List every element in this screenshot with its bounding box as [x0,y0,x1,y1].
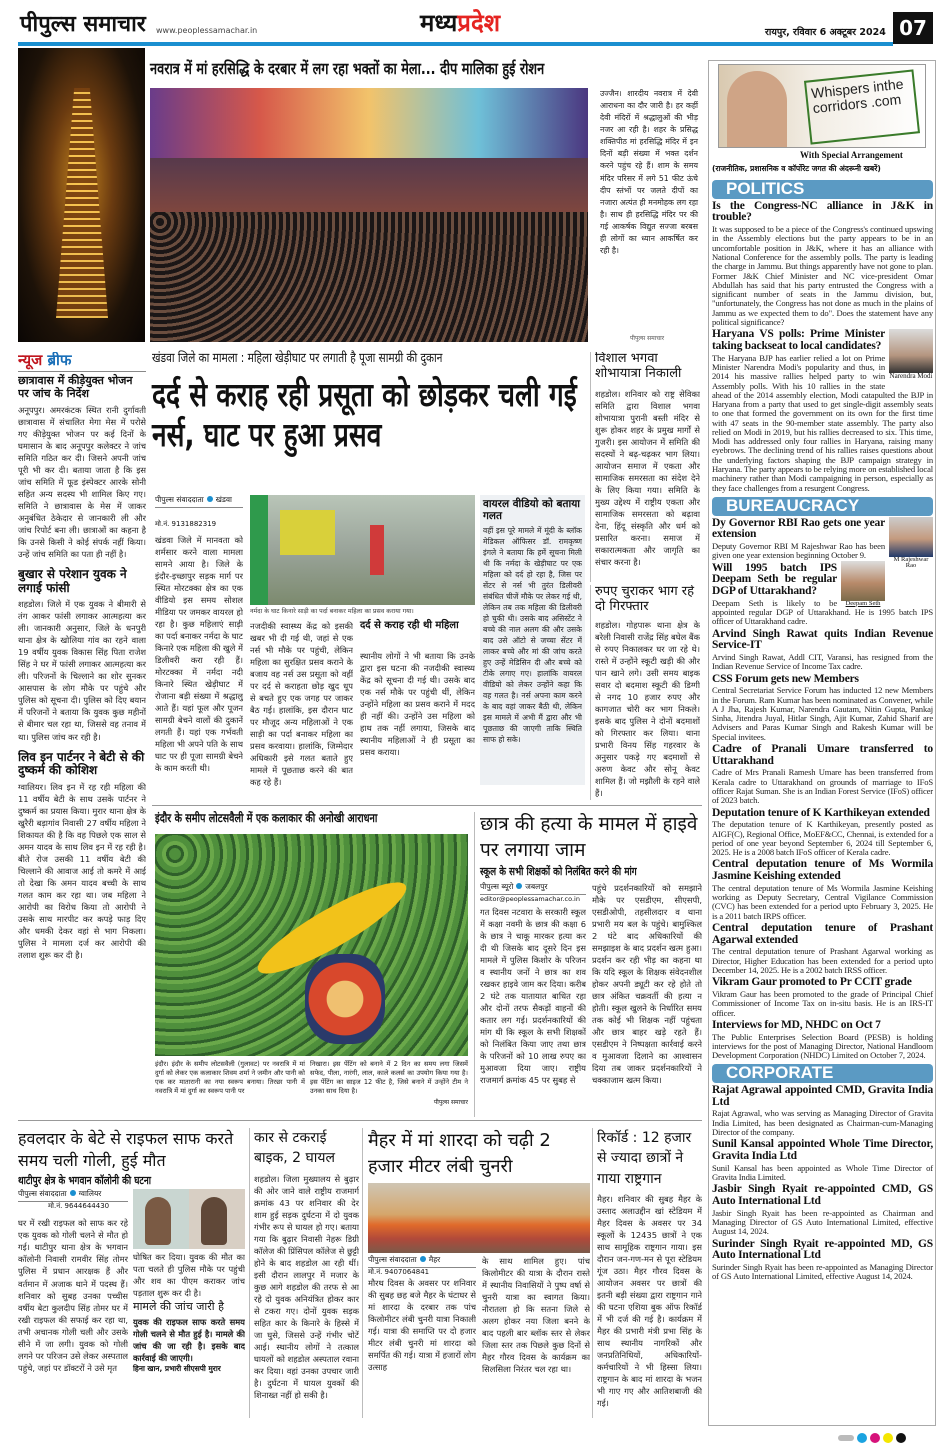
bureau-body-9: Vikram Gaur has been promoted to the grade of Principal Chief Commissioner of Income Tax on in-situ basis. He is an IRS-IT officer. [712,988,933,1018]
byline-dot-icon [70,1190,76,1196]
lamp-tower-photo [18,48,145,342]
rifle-phone: मो.नं. 9644644430 [48,1202,110,1211]
chunari-byline-name: पीपुल्स संवाददाता [368,1255,417,1265]
politics-body-1: It was supposed to be a piece of the Congress's continued upswing in the Assembly elections but the party appears to be in an uncomfortable position in J&K, where it has an alliance with National Conference for the assembly polls. The party is leading the charge in Jammu. But things apparently have not gone to plan. Former J&K Chief Minister and NC vice-president Omar Abdullah has said that his party entrusted the Congress with a significant number of seats in the Jammu division, but, "unfortunately, the Congress has not done as much in the plains of Jammu as we expected them to do". Does the statement have any political significance? [712,224,933,327]
khandwa-byline-name: पीपुल्स संवाददाता [155,495,204,504]
bureau-title-1: Dy Governor RBI Rao gets one year extension [712,516,885,541]
bureau-body-2: Deepam Seth is likely to be appointed regular DGP of Uttarakhand. He is 1995 batch IPS officer of Uttarakhand cadre. [712,597,933,627]
bureau-body-10: The Public Enterprises Selection Board (PESB) is holding interviews for the post of Managing Director, National Handloom Development Corporation (NHDC) Limited on October 7, 2024. [712,1031,933,1061]
viral-video-title: वायरल वीडियो को बताया गलत [483,498,581,523]
anthem-headline: रिकॉर्ड : 12 हजार से ज्यादा छात्रों ने गाया राष्ट्रगान [597,1130,692,1187]
dateline: रायपुर, रविवार 6 अक्टूबर 2024 [765,27,886,38]
bureau-body-7: The central deputation tenure of Ms Wormila Jasmine Keishing working as Deputy Secretary, Central Vigilance Commission (CVC) has been extended for a period upto February 3, 2025. He is a 2011 batch IRPS officer. [712,882,933,921]
chunari-byline [368,1255,476,1268]
temple-crowd-photo [150,88,588,342]
student-email[interactable]: editor@peoplessamachar.co.in [480,894,580,903]
khandwa-body-2: नजदीकी स्वास्थ्य केंद्र को इसकी खबर भी दी गई थी, जहां से एक नर्स भी मौके पर पहुंची, लेकिन महिला का सुरक्षित प्रसव कराने के बजाय वह नर्स उस प्रसूता को वहीं पर दर्द से कराहता छोड़ खुद धूप से बचते हुए एक जगह पर जाकर बैठ गई। हालांकि, इस दौरान घाट पर मौजूद अन्य महिलाओं ने एक साड़ी का पर्दा बनाकर महिला का प्रसव करवाया। हालांकि, जिम्मेदार अधिकारी इसे गलत बताते हुए मामले में पूछताछ करने की बात कह रहे हैं। [250,621,353,788]
modi-photo-box [889,329,933,380]
bureau-title-9: Vikram Gaur promoted to Pr CCIT grade [712,976,912,989]
brief-title-1: छात्रावास में कीड़ेयुक्त भोजन पर जांच के निर्देश [18,374,133,400]
byline-dot-icon [516,883,522,889]
bureaucracy-header: BUREAUCRACY [712,497,933,516]
whispers-banner [718,64,926,148]
masthead [0,0,945,47]
bureau-title-3: Arvind Singh Rawat quits Indian Revenue Service-IT [712,627,933,652]
bureau-title-8: Central deputation tenure of Prashant Agarwal extended [712,921,933,946]
section-title [420,10,500,38]
lotus-caption-2: निखारा। इस पेंटिंग को बनाने में 2 दिन का समय लगा जिसमें सफेद, पीला, नारंगी, लाल, काले कलर्स का उपयोग किया गया है। इस पेंटिंग का साइज 12 फीट है, जिसे बनाने में उन्होंने टीम ने उनका साथ दिया है। [310,1060,468,1095]
student-subhead: स्कूल के सभी शिक्षकों को निलंबित करने की मांग [480,865,637,879]
section-divider [152,805,702,806]
rifle-body: घर में रखी राइफल को साफ कर रहे एक युवक को गोली चलने से मौत हो गई। थाटीपुर थाना क्षेत्र के भगवान कॉलोनी निवासी रामवीर सिंह तोमर पुलिस में प्रधान आरक्षक हैं और वर्तमान में अजाक थाने में पदस्थ हैं। शनिवार को सुबह उनका पच्चीस वर्षीय बेटा कुलदीप सिंह तोमर घर में रखी राइफल की सफाई कर रहा था, तभी अचानक गोली चली और उसके सीने में जा लगी। युवक को गोली लगने पर परिजन उसे लेकर अस्पताल पहुंचे, जहां पर डॉक्टरों ने उसे मृत [18,1218,128,1373]
ghat-photo-caption: नर्मदा के घाट किनारे साड़ी का पर्दा बनाकर महिला का प्रसव कराया गया। [250,608,414,615]
rifle-right-column [133,1189,245,1374]
khandwa-place: खंडवा [215,495,232,504]
bike-story [249,1128,359,1418]
rao-photo [889,517,933,557]
student-byline [480,882,586,895]
rifle-byline [18,1189,128,1202]
chunari-place: मैहर [428,1255,441,1265]
whispers-tagline: (राजनीतिक, प्रशासनिक व कॉर्पोरेट जगत की अंदरूनी खबरें) [712,164,881,173]
bureau-body-4: Central Secretariat Service Forum has inducted 12 new Members in the Forum. Ram Kumar has been nominated as Convener, while A J Jha, Rajesh Kumar, Narendra Gautam, Nitin Gupta, Pankaj Sinha, Jitendra Juyal, Hitlar Singh, Ajit Kumar, Zahid Sharif are Advisers and Paras Kumar Singh and Rakesh Kumar will be Special invitees. [712,685,933,742]
website-link[interactable]: www.peoplessamachar.in [156,26,258,35]
anthem-body: मैहर। शनिवार की सुबह मैहर के उस्ताद अलाउद्दीन खां स्टेडियम में मैहर दिवस के अवसर पर 34 स्कूलों के 12435 छात्रों ने एक साथ सामूहिक राष्ट्रगान गाया। इस दौरान जन-गण-मन से पूरा स्टेडियम गूंज उठा। मैहर गौरव दिवस के आयोजन अवसर पर छात्रों की इतनी बड़ी संख्या द्वारा राष्ट्रगान गाने की घटना एशिया बुक ऑफ रिकॉर्ड में भी दर्ज की गई है। कार्यक्रम में मैहर की प्रभारी मंत्री प्रभा सिंह के साथ स्थानीय नागरिकों और जनप्रतिनिधियों, अधिकारियों-कर्मचारियों ने भी हिस्सा लिया। राष्ट्रगान के बाद मां शारदा के भजन भी गाए गए और आतिशबाजी की गई। [597,1193,702,1409]
news-brief-label [18,352,146,372]
rao-photo-box [889,517,933,571]
corp-title-4: Surinder Singh Ryait re-appointed MD, GS Auto International Ltd [712,1237,933,1262]
rifle-subhead-2: मामले की जांच जारी है [133,1300,224,1314]
news-brief-label-b: ब्रीफ [47,352,72,369]
seth-photo [841,561,885,601]
columnist-photo [727,71,787,147]
chunari-phone: मो.नं. 9407064841 [368,1268,430,1277]
thieves-body: शहडोल। गोहपारू थाना क्षेत्र के बरेली निवासी राजेंद्र सिंह बघेल बैंक से रुपए निकालकर घर जा रहे थे। रास्ते में उन्होंने स्कूटी खड़ी की और पान खाने लगे। उसी समय बाइक सवार दो बदमाश स्कूटी की डिग्गी से नगद 10 हजार रुपए और कागजात चोरी कर भाग निकले। इसके बाद पुलिस ने दोनों बदमाशों को गिरफ्तार कर लिया। थाना प्रभारी विनय सिंह गहरवार के अनुसार पकड़े गए बदमाशों से अरुण केवट और सोनू केवट शामिल हैं। जो मझौली के रहने वाले हैं। [595,619,700,799]
chunari-body-1: मौरथ दिवस के अवसर पर शनिवार की सुबह छह बजे मैहर के घंटाघर से मां शारदा के दरबार तक पांच किलोमीटर लंबी चुनरी यात्रा निकाली गई। यात्रा की समाप्ति पर दो हजार मीटर लंबी चुनरी मां शारदा को समर्पित की गई। यात्रा में हजारों लोग उत्साह [368,1278,476,1373]
lotus-credit: पीपुल्स समाचार [433,1098,468,1106]
rifle-place: ग्वालियर [78,1189,102,1199]
student-story [474,812,702,1117]
chunari-procession-photo [368,1183,590,1253]
english-news-column [712,178,933,1282]
color-registration-marks [838,1433,906,1443]
brief-body-3: ग्वालियर। लिव इन में रह रही महिला की 11 वर्षीय बेटी के साथ उसके पार्टनर ने दुष्कर्म का प्रयास किया। मुरार थाना क्षेत्र के खुरैरी बड़ागांव निवासी 27 वर्षीय महिला ने शिकायत की है कि वह पिछले एक साल से अमन यादव के साथ लिव इन में रह रही है। बीते रोज उसकी 11 वर्षीय बेटी की चिल्लाने की आवाज आई तो कमरे में आई तो देखा कि अमन यादव बच्ची के साथ गलत काम कर रहा था। जब महिला ने आरोपी का विरोध किया तो आरोपी ने उसके साथ मारपीट कर कपड़े फाड़ दिए और धमकी देकर वहां से भाग निकला। पुलिस ने मामला दर्ज कर आरोपी की तलाश शुरू कर दी है। [18,782,146,961]
bureau-title-10: Interviews for MD, NHDC on Oct 7 [712,1018,881,1031]
anthem-story [592,1128,702,1418]
seth-photo-box [841,561,885,608]
brief-body-1: अनूपपुर। अमरकंटक स्थित रानी दुर्गावती छात्रावास में संचालित मेगा मेस में परोसे गए कीड़ेयुक्त भोजन पर कई दिनों के घमासान के बाद अनूपपुर कलेक्टर ने जांच समिति गठित कर दी। जिसने अपनी जांच पूरी भी कर दी। बताया जाता है कि इस जांच समिति में फूड इंस्पेक्टर आरके सोनी सहित अन्य सदस्य भी शामिल किए गए। समिति ने छात्रावास के मेस में जाकर अनुबंधित ठेकेदार से जानकारी ली और जांच रिपोर्ट बना ली। छात्राओं का कहना है कि उनसे किसी ने कोई संपर्क नहीं किया। उन्हें जांच समिति का पता ही नहीं है। [18,404,146,559]
whispers-logo: Whispers inthe corridors .com [804,69,920,144]
page-number: 07 [893,12,933,44]
rifle-quote: युवक की राइफल साफ करते समय गोली चलने से मौत हुई है। मामले की जांच की जा रही है। इसके बाद कार्रवाई की जाएगी। [133,1317,245,1364]
corp-title-1: Rajat Agrawal appointed CMD, Gravita India Ltd [712,1084,933,1108]
chunari-headline: मैहर में मां शारदा को चढ़ी 2 हजार मीटर लंबी चुनरी [368,1130,551,1178]
modi-photo [889,329,933,373]
bureau-title-6: Deputation tenure of K Karthikeyan extended [712,806,930,819]
rifle-body-2: घोषित कर दिया। युवक की मौत का पता चलते ही पुलिस मौके पर पहुंची और शव का पीएम कराकर जांच पड़ताल शुरू कर दी है। [133,1252,245,1299]
student-body-2: पहुंचे प्रदर्शनकारियों को समझाने मौके पर एसडीएम, सीएसपी, एसडीओपी, तहसीलदार व थाना प्रभारी मय बल के पहुंचे। बामुश्किल 2 घंटे बाद अधिकारियों की समझाइश के बाद प्रदर्शन खत्म हुआ। प्रदर्शन कर रही भीड़ का कहना था कि यदि स्कूल के शिक्षक संवेदनशील होकर अपनी ड्यूटी कर रहे होते तो छात्र अंकित चक्रवर्ती की हत्या न होती। स्कूल खुलने के निर्धारित समय तक कोई भी शिक्षक नहीं पहुंचता और छात्र बाहर खड़े रहते हैं। एसडीएम ने निष्पक्षता कार्रवाई करने व मुआवजा दिलाने का आश्वासन दिया तब जाकर प्रदर्शनकारियों ने चक्काजाम खत्म किया। [592,882,702,1086]
seth-caption: Deepam Seth [845,599,881,607]
section-title-b: प्रदेश [457,9,501,37]
news-brief-column [18,352,146,1117]
khandwa-kicker: खंडवा जिले का मामला : महिला खेड़ीघाट पर लगाती है पूजा सामग्री की दुकान [152,351,443,366]
bureau-title-2: Will 1995 batch IPS Deepam Seth be regular DGP of Uttarakhand? [712,561,837,597]
procession-headline: विशाल भगवा शोभायात्रा निकाली [595,352,682,381]
khandwa-phone: मो.नं. 9131882319 [155,520,217,528]
khandwa-body-1: खंडवा जिले में मानवता को शर्मसार करने वाला मामला सामने आया है। जिले के इंदौर-इच्छापुर सड़क मार्ग पर स्थित मोरटक्का क्षेत्र का एक वीडियो इस समय सोशल मीडिया पर जमकर वायरल हो रहा है। कुछ महिलाएं साड़ी का पर्दा बनाकर नर्मदा के घाट किनारे एक महिला की खुले में डिलीवरी करा रही हैं। मोरटक्का में नर्मदा नदी किनारे स्थित खेड़ीघाट में रोजाना बड़ी संख्या में श्रद्धालु आते हैं। यहां फूल और पूजन सामग्री बेचने वालों की दुकानें लगती हैं। यहां एक गर्भवती महिला भी अपने पति के साथ घाट पर ही पूजा सामग्री बेचने के काम करती थी। [155,535,243,774]
student-headline: छात्र की हत्या के मामल में हाइवे पर लगाया जाम [480,813,698,861]
politics-body-2: The Haryana BJP has earlier relied a lot on Prime Minister Narendra Modi's popularity and thus, in 2014 his massive rallies helped party to win Assembly polls. With his 10 rallies in the state ahead of the 2014 assembly election, Modi catapulted the BJP in Haryana from a party that used to get single-digit assembly seats to one that formed the government on its own for the first time with 47 seats in the 90-member state assembly. The party also relied on Modi in 2019, but his rallies decreased to six. This time, Modi has addressed only four rallies in Haryana, raising many eyebrows. The declining trend of his rallies raises questions about the underlying factors shaping the BJP campaign strategy in Haryana. The party appears to be relying more on established local machinery rather than Modi campaigning in person, especially as they face challenges from a resurgent Congress. [712,352,933,493]
student-place: जबलपुर [525,881,548,891]
corp-title-2: Sunil Kansal appointed Whole Time Director, Gravita India Ltd [712,1138,933,1163]
student-body-1: गत दिवस नटवारा के सरकारी स्कूल में कक्षा नवमी के छात्र की कक्षा 6 के छात्र ने चाकू मारकर हत्या कर दी थी जिसके बाद दूसरे दिन इस मामले में पुलिस किशोर के परिजन व स्थानीय जनों ने छात्र का शव रखकर हाइवे जाम कर दिया। करीब 2 घंटे तक यातायात बाधित रहा और दोनों तरफ सैकड़ों वाहनों की कतार लग गई। प्रदर्शनकारियों की मांग थी कि स्कूल के सभी शिक्षकों को निलंबित किया जाए तथा छात्र के परिजनों को 10 लाख रुपए का मुआवजा दिया जाए। राष्ट्रीय राजमार्ग क्रमांक 45 पर सुबह से [480,906,586,1086]
masthead-rule [18,42,893,46]
byline-dot-icon [420,1256,426,1262]
modi-caption: Narendra Modi [889,372,933,381]
brief-title-2: बुखार से परेशान युवक ने लगाई फांसी [18,566,127,595]
corp-body-4: Surinder Singh Ryait has been re-appointed as Managing Director of GS Auto International Limited, effective August 14, 2024. [712,1262,933,1282]
procession-story [590,352,700,582]
bottom-divider [18,1120,702,1121]
khandwa-headline: दर्द से कराह रही प्रसूता को छोड़कर चली गई नर्स, घाट पर हुआ प्रसव [152,374,577,454]
politics-title-2: Haryana VS polls: Prime Minister taking backseat to local candidates? [712,328,885,352]
chunari-story [362,1128,590,1418]
thieves-story [590,585,700,800]
corp-body-1: Rajat Agrawal, who was serving as Managing Director of Gravita India Limited, has been designated as Chairman-cum-Managing Director of the company. [712,1108,933,1138]
top-caption: उज्जैन। शारदीय नवरात्र में देवी आराधना का दौर जारी है। हर कहीं देवी मंदिरों में श्रद्धालुओं की भीड़ नजर आ रही है। शहर के प्रसिद्ध शक्तिपीठ मां हरसिद्धि मंदिर में इन दिनों बड़ी संख्या में भक्त दर्शन करने पहुंच रहे हैं। शाम के समय मंदिर परिसर में लगे 51 फीट ऊंचे दीप स्तंभों पर जलते दीपों का नजारा अत्यंत ही मनमोहक लग रहा है। साथ ही हरसिद्धि मंदिर पर की गई आकर्षक विद्युत सज्जा बरबस ही लोगों का ध्यान आकर्षित कर रही है। [600,89,698,256]
politics-title-1: Is the Congress-NC alliance in J&K in trouble? [712,199,933,224]
bureau-body-6: The deputation tenure of K Karthikeyan, presently posted as AIGF(C), Regional Office, MoEF&CC, Chennai, is extended for a period of one year beyond September 6, 2024 till September 6, 2025. He is a 2008 batch IFoS officer of Kerala cadre. [712,819,933,858]
khandwa-byline [155,495,243,508]
brief-body-2: शहडोल। जिले में एक युवक ने बीमारी से तंग आकर फांसी लगाकर आत्महत्या कर ली। जानकारी अनुसार, जिले के धनपुरी थाना क्षेत्र के खोलिया गांव का रहने वाला 19 वर्षीय युवक विकास सिंह पिता राजेश सिंह ने घर में फांसी लगाकर आत्महत्या कर ली। परिजनों के चिल्लाने का शोर सुनकर आसपास के लोग मौके पर पहुंचे और पुलिस को सूचना दी। पुलिस को दिए बयान में परिजनों ने बताया कि युवक कुछ महीनों से बीमार चल रहा था, जिससे वह तनाव में था। पुलिस जांच कर रही है। [18,599,146,742]
bureau-body-3: Arvind Singh Rawat, Addl CIT, Varansi, has resigned from the Indian Revenue Service of Income Tax cadre. [712,652,933,672]
bureau-body-8: The central deputation tenure of Prashant Agarwal working as Director, Higher Education has been extended for a period upto December 14, 2025. He is a 2002 batch IRSS officer. [712,946,933,975]
brief-title-3: लिव इन पार्टनर ने बेटी से की दुष्कर्म की कोशिश [18,749,145,778]
top-headline: नवरात्र में मां हरसिद्धि के दरबार में लग रहा भक्तों का मेला... दीप मालिका हुई रोशन [150,59,545,78]
viral-video-body: वहीं इस पूरे मामले में मूंदी के ब्लॉक मेडिकल ऑफिसर डॉ. रामकृष्ण इंगले ने बताया कि हमें सूचना मिली थी कि नर्मदा के खेड़ीघाट पर एक महिला को दर्द हो रहा है, जिस पर सेंटर से नर्स भी तुरंत डिलीवरी संबंधित चीजें मौके पर लेकर गई थी, लेकिन तब तक महिला की डिलीवरी हो चुकी थी। उसके बाद असिस्टेंट ने बच्चे की नाल अलग की और उसके बाद उसे ऑटो से जच्चा सेंटर में लाकर बच्चे और मां की जांच करते हुए उन्हें मेडिसिन दी और बच्चे को टीके लगाए गए। हालांकि वायरल वीडियो को लेकर उन्होंने कहा कि वह गलत है। नर्स अपना काम करने के बाद वहां जाकर बैठी थी, लेकिन इस मामले में अभी मैं द्वारा और भी पूछताछ की जाएगी ताकि स्थिति साफ हो सके। [483,526,582,745]
corp-body-3: Jasbir Singh Ryait has been re-appointed as Chairman and Managing Director of GS Auto International Limited, effective August 14, 2024. [712,1207,933,1237]
rifle-subhead: थाटीपुर क्षेत्र के भगवान कॉलोनी की घटना [18,1173,152,1187]
bureau-body-1: Deputy Governor RBI M Rajeshwar Rao has been given one year extension beginning October 9. [712,541,885,561]
news-brief-label-a: न्यूज [18,352,48,369]
section-title-a: मध्य [420,9,458,37]
top-photo-credit: पीपुल्स समाचार [630,335,665,342]
student-byline-name: पीपुल्स ब्यूरो [480,881,514,891]
byline-dot-icon [207,496,213,502]
corp-title-3: Jasbir Singh Ryait re-appointed CMD, GS Auto International Ltd [712,1183,933,1208]
corp-body-2: Sunil Kansal has been appointed as Whole Time Director of Gravita India Limited. [712,1162,933,1183]
rifle-quote-by: हिना खान, प्रभारी सीएसपी मुरार [133,1364,221,1374]
bureau-title-7: Central deputation tenure of Ms Wormila Jasmine Keishing extended [712,858,933,883]
corporate-header: CORPORATE [712,1064,933,1083]
procession-body: शहडोल। शनिवार को राष्ट्र सेविका समिति द्वारा विशाल भगवा शोभायात्रा पुरानी बस्ती मंदिर से शुरू होकर शहर के प्रमुख मार्गों से गुजरी। इस आयोजन में समिति की सदस्यों ने बढ़-चढ़कर भाग लिया। आयोजन समाज में एकता और सामाजिक समरसता का संदेश देने के लिए किया गया। समिति के मुख्य उद्देश्य में राष्ट्रीय एकता और सामाजिक समरसता को बढ़ावा देना, हिंदू संस्कृति और धर्म को प्रसारित करना। समाज में सकारात्मकता और जागृति का संचार करना है। [595,388,700,568]
bureau-title-5: Cadre of Pranali Umare transferred to Uttarakhand [712,742,933,767]
rifle-byline-name: पीपुल्स संवाददाता [18,1189,67,1199]
ghat-delivery-photo [250,495,475,605]
khandwa-story [152,352,587,492]
lotus-boat-photo [155,834,468,1056]
newspaper-logo: पीपुल्स समाचार [20,12,146,37]
politics-header: POLITICS [712,180,933,199]
lotus-caption-1: इंदौर। इंदौर के समीप लोटसवैली (गुलावट) पर नवरात्रि में मां दुर्गा को लेकर एक कलाकार शिवम शर्मा ने जमीन और पानी को एक कर मातारानी का नया स्वरूप बनाया। तिरछा पानी में नवरात्रि में मां दुर्गा का स्वरूप पानी पर [155,1060,305,1095]
viral-video-sidebar [480,495,585,785]
special-arrangement: With Special Arrangement [800,150,903,160]
rifle-headline: हवलदार के बेटे से राइफल साफ करते समय चली गोली, हुई मौत [18,1129,234,1171]
lotus-caption-2-box [310,1060,468,1106]
rifle-story [18,1128,246,1418]
bike-headline: कार से टकराई बाइक, 2 घायल [254,1130,336,1167]
khandwa-body-3: स्थानीय लोगों ने भी बताया कि उनके द्वारा इस घटना की नजदीकी स्वास्थ्य केंद्र को सूचना दी गई थी। उसके बाद एक नर्स मौके पर पहुंची थीं, लेकिन उन्होंने महिला का प्रसव कराने में मदद ही नहीं की। उन्होंने उस महिला को हाथ तक नहीं लगाया, जिसके बाद स्थानीय महिलाओं ने ही प्रसूता का प्रसव कराया। [360,651,475,758]
khandwa-subhead: दर्द से कराह रही थी महिला [360,620,459,631]
rao-caption: M Rajeshwar Rao [893,555,929,570]
bike-body: शहडोल। जिला मुख्यालय से बुढ़ार की ओर जाने वाले राष्ट्रीय राजमार्ग क्रमांक 43 पर शनिवार की देर शाम हुई सड़क दुर्घटना में दो युवक गंभीर रूप से घायल हो गए। बताया गया कि बुढ़ार निवासी नेहरू डिग्री कॉलेज की प्रिंसिपल कॉलेज से छुट्टी होने के बाद शहडोल आ रही थीं। इसी दौरान लालपुर में मजार के कुछ आगे शहडोल की तरफ से आ रहे दो युवक अनियंत्रित होकर कार से टकरा गए। दोनों युवक सड़क सहित कार के किनारे के हिस्से में जा घुसे, जिससे उन्हें गंभीर चोटें आई। स्थानीय लोगों ने तत्काल घायलों को शहडोल अस्पताल रवाना कर दिया। वहां उनका उपचार जारी है। दुर्घटना में घायल युवकों की शिनाख्त नहीं हो सकी है। [254,1173,359,1400]
bureau-title-4: CSS Forum gets new Members [712,672,859,685]
bureau-body-5: Cadre of Mrs Pranali Ramesh Umare has been transferred from Kerala cadre to Uttarakhand on grounds of marriage to IFoS officer Rajat Suman. She is an Indian Forest Service (IFoS) officer of 2023 batch. [712,767,933,806]
rifle-victim-photos [133,1189,245,1249]
chunari-body-2: के साथ शामिल हुए। पांच किलोमीटर की यात्रा के दौरान रास्ते में स्थानीय निवासियों ने पुष्प वर्षा से चुनरी यात्रा का स्वागत किया। नौरातला हो कि सतना जिले से अलग होकर नया जिला बनने के बाद पहली बार ब्लॉक स्तर से लेकर जिला स्तर तक पिछले कुछ दिनों से मैहर गौरव दिवस के कार्यक्रम का सिलसिला निरंतर चल रहा था। [482,1256,590,1375]
thieves-headline: रुपए चुराकर भाग रहे दो गिरफ्तार [595,585,695,614]
lotus-headline: इंदौर के समीप लोटसवैली में एक कलाकार की अनोखी आराधना [155,811,378,825]
